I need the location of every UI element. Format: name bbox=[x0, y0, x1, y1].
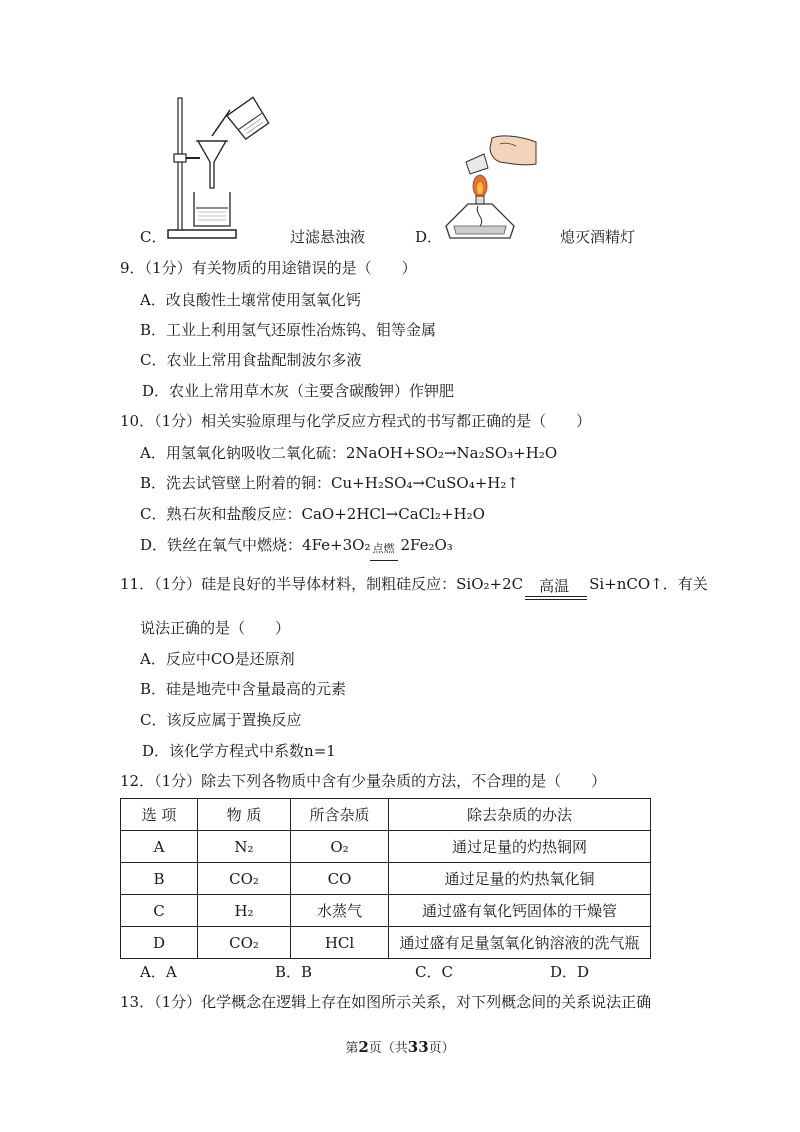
q11-option-d: D．该化学方程式中系数n=1 bbox=[142, 742, 336, 760]
table-header-substance: 物 质 bbox=[198, 799, 291, 831]
q10-option-d-text: D．铁丝在氧气中燃烧： bbox=[140, 536, 303, 554]
q10-option-a-text: A．用氢氧化钠吸收二氧化硫： bbox=[140, 444, 346, 462]
q11-stem-line1 bbox=[120, 573, 708, 594]
q9-option-c: C．农业上常用食盐配制波尔多液 bbox=[140, 351, 362, 369]
q12-stem: 12．（1分）除去下列各物质中含有少量杂质的方法，不合理的是（ ） bbox=[120, 772, 607, 790]
table-row bbox=[121, 927, 651, 959]
q11-eq-left: SiO₂+2C bbox=[456, 575, 524, 593]
table-cell: HCl bbox=[291, 927, 389, 959]
q8-option-d-label: 熄灭酒精灯 bbox=[560, 228, 636, 246]
q8-option-c-label: 过滤悬浊液 bbox=[290, 228, 366, 246]
q13-stem: 13．（1分）化学概念在逻辑上存在如图所示关系，对下列概念间的关系说法正确 bbox=[120, 993, 652, 1011]
q10-option-d-condition: 点燃 bbox=[372, 542, 395, 555]
q12-answer-d: D．D bbox=[550, 963, 590, 981]
table-cell: 通过盛有氧化钙固体的干燥管 bbox=[389, 895, 651, 927]
q9-stem: 9．（1分）有关物质的用途错误的是（ ） bbox=[120, 259, 417, 277]
table-header-impurity: 所含杂质 bbox=[291, 799, 389, 831]
q12-answer-a: A．A bbox=[140, 963, 177, 981]
q10-option-b-text: B．洗去试管壁上附着的铜： bbox=[140, 474, 332, 492]
q10-option-b bbox=[140, 472, 519, 493]
q11-option-c: C．该反应属于置换反应 bbox=[140, 711, 302, 729]
footer-total-pages: 33 bbox=[407, 1038, 429, 1056]
footer-page-number: 2 bbox=[358, 1038, 369, 1056]
table-cell: N₂ bbox=[198, 831, 291, 863]
q11-eq-right: Si+nCO↑．有关 bbox=[589, 575, 708, 593]
table-cell: B bbox=[121, 863, 198, 895]
table-cell: D bbox=[121, 927, 198, 959]
table-header-row bbox=[121, 799, 651, 831]
q10-stem: 10．（1分）相关实验原理与化学反应方程式的书写都正确的是（ ） bbox=[120, 412, 592, 430]
q9-option-a: A．改良酸性土壤常使用氢氧化钙 bbox=[140, 291, 361, 309]
table-cell: 水蒸气 bbox=[291, 895, 389, 927]
alcohol-lamp-figure bbox=[440, 134, 540, 242]
table-row bbox=[121, 831, 651, 863]
q9-option-b: B．工业上利用氢气还原性冶炼钨、钼等金属 bbox=[140, 321, 437, 339]
table-cell: A bbox=[121, 831, 198, 863]
q10-option-c-equation: CaO+2HCl→CaCl₂+H₂O bbox=[301, 505, 485, 523]
table-cell: O₂ bbox=[291, 831, 389, 863]
q12-answer-c: C．C bbox=[415, 963, 453, 981]
q11-stem-start: 11．（1分）硅是良好的半导体材料，制粗硅反应： bbox=[120, 575, 457, 593]
q10-option-c bbox=[140, 503, 485, 524]
table-cell: CO₂ bbox=[198, 863, 291, 895]
q10-option-a bbox=[140, 442, 557, 463]
table-cell: H₂ bbox=[198, 895, 291, 927]
q10-option-d-eq-right: 2Fe₂O₃ bbox=[400, 536, 453, 554]
q11-stem-line2: 说法正确的是（ ） bbox=[140, 619, 291, 637]
table-cell: CO bbox=[291, 863, 389, 895]
table-row bbox=[121, 895, 651, 927]
table-row bbox=[121, 863, 651, 895]
table-cell: 通过盛有足量氢氧化钠溶液的洗气瓶 bbox=[389, 927, 651, 959]
q10-option-d bbox=[140, 534, 453, 555]
filtration-apparatus-figure bbox=[160, 96, 270, 242]
q11-option-a: A．反应中CO是还原剂 bbox=[140, 650, 295, 668]
table-cell: C bbox=[121, 895, 198, 927]
q11-option-b: B．硅是地壳中含量最高的元素 bbox=[140, 680, 347, 698]
q10-option-d-eq-left: 4Fe+3O₂ bbox=[302, 536, 371, 554]
table-cell: 通过足量的灼热铜网 bbox=[389, 831, 651, 863]
table-header-method: 除去杂质的办法 bbox=[389, 799, 651, 831]
q10-option-a-equation: 2NaOH+SO₂→Na₂SO₃+H₂O bbox=[345, 444, 558, 462]
footer-suffix: 页） bbox=[428, 1041, 455, 1056]
q12-impurity-table bbox=[120, 798, 651, 959]
q8-option-c-letter: C． bbox=[140, 228, 167, 246]
table-header-option: 选 项 bbox=[121, 799, 198, 831]
table-cell: 通过足量的灼热氧化铜 bbox=[389, 863, 651, 895]
page-footer bbox=[0, 1037, 800, 1056]
q11-condition: 高温 bbox=[539, 577, 570, 595]
q12-answer-b: B．B bbox=[275, 963, 313, 981]
q8-option-d-letter: D． bbox=[415, 228, 443, 246]
table-cell: CO₂ bbox=[198, 927, 291, 959]
q10-option-b-equation: Cu+H₂SO₄→CuSO₄+H₂↑ bbox=[331, 474, 519, 492]
footer-prefix: 第 bbox=[345, 1041, 359, 1056]
q10-option-c-text: C．熟石灰和盐酸反应： bbox=[140, 505, 302, 523]
footer-mid: 页（共 bbox=[368, 1041, 408, 1056]
q9-option-d: D．农业上常用草木灰（主要含碳酸钾）作钾肥 bbox=[142, 382, 455, 400]
